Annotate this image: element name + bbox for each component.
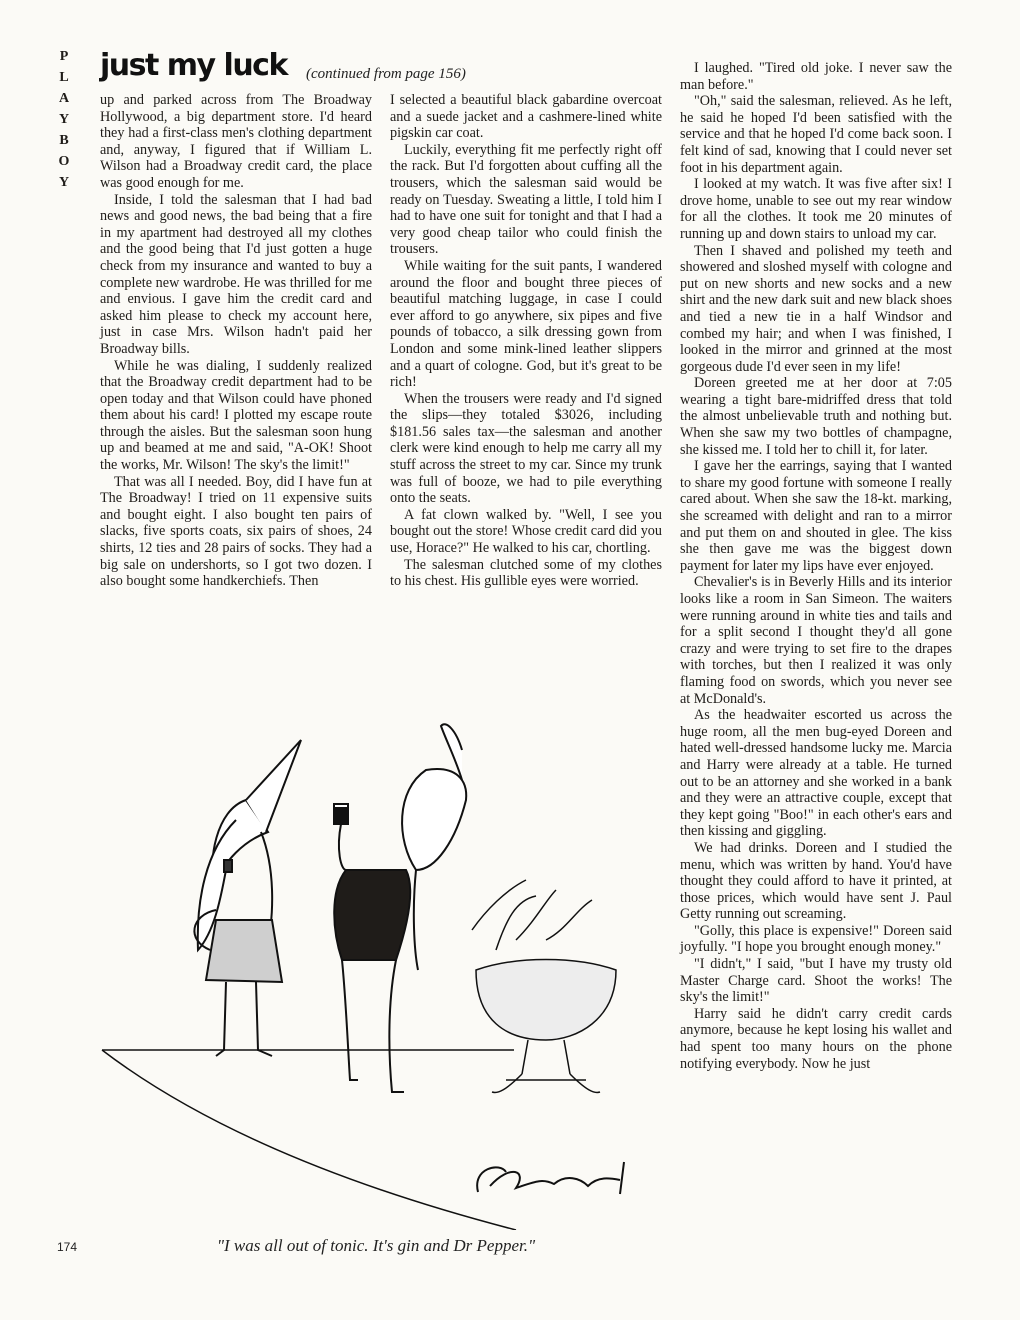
paragraph: While waiting for the suit pants, I wandered around the floor and bought three pieces of beautiful matching luggage, in case I could ever afford to go anywhere, six pipes and five pounds of tobacco, a silk dressing gown from London and some mink-lined leather slippers and a quart of cologne. God, but it's great to be rich!	[390, 257, 662, 391]
paragraph: I gave her the earrings, saying that I wanted to share my good fortune with someone I really cared about. When she saw the 18-kt. marking, she screamed with delight and ran to a mirror and put them on and shouted in glee. The kiss she then gave me was the biggest down payment for later my lips have ever enjoyed.	[680, 458, 952, 574]
text-column-1	[100, 92, 372, 590]
masthead-letter: A	[58, 91, 70, 106]
paragraph: I looked at my watch. It was five after six! I drove home, unable to see out my rear window for all the clothes. It took me 20 minutes of running up and down stairs to unload my car.	[680, 176, 952, 242]
artist-signature	[470, 1158, 640, 1208]
cartoon-illustration	[96, 720, 656, 1230]
paragraph: Luckily, everything fit me perfectly right off the rack. But I'd forgotten about cuffing all the trousers, which the salesman said would be ready on Tuesday. Sweating a little, I told him I had to have one suit for tonight and that I had a very good cheap tailor who could finish the trousers.	[390, 141, 662, 258]
page-number: 174	[57, 1240, 78, 1254]
floor-line	[102, 1050, 516, 1230]
masthead-letter: B	[59, 133, 69, 148]
paragraph: "Golly, this place is expensive!" Doreen said joyfully. "I hope you brought enough money."	[680, 922, 952, 956]
paragraph: As the headwaiter escorted us across the huge room, all the men bug-eyed Doreen and hated well-dressed handsome lucky me. Marcia and Harry were already at a table. He turned out to be an attorney and she worked in a bank and they were an attractive couple, except that they kept going "Boo!" in each other's ears and then kissing and giggling.	[680, 707, 952, 840]
continued-from-note: (continued from page 156)	[306, 66, 466, 82]
masthead-vertical	[52, 46, 76, 193]
text-column-2	[390, 92, 662, 590]
paragraph: Chevalier's is in Beverly Hills and its interior looks like a room in San Simeon. The waiters were running around in white ties and tails and for a split second I thought they'd all gone crazy and were trying to set fire to the drapes with torches, but then I realized it was only flaming food on swords, which you never see at McDonald's.	[680, 574, 952, 707]
masthead-letter: L	[59, 70, 69, 85]
paragraph: Harry said he didn't carry credit cards anymore, because he kept losing his wallet and had spent too many hours on the phone notifying everybody. Now he just	[680, 1005, 952, 1072]
paragraph: I selected a beautiful black gabardine overcoat and a suede jacket and a cashmere-lined white pigskin car coat.	[390, 92, 662, 142]
paragraph: up and parked across from The Broadway Hollywood, a big department store. I'd heard they had a first-class men's clothing department and, anyway, I figured that if William L. Wilson had a Broadway credit card, the place was good enough for me.	[100, 92, 372, 191]
paragraph: That was all I needed. Boy, did I have fun at The Broadway! I tried on 11 expensive suits and bought eight. I also bought ten pairs of slacks, five sports coats, six pairs of shoes, 24 shirts, 12 ties and 28 pairs of socks. They had a big sale on undershorts, so I got two dozen. I also bought some handkerchiefs. Then	[100, 473, 372, 590]
paragraph: "I didn't," I said, "but I have my trusty old Master Charge card. Shoot the works! The sky's the limit!"	[680, 956, 952, 1006]
man-figure	[334, 724, 466, 1092]
masthead-letter: P	[59, 49, 69, 64]
paragraph: The salesman clutched some of my clothes to his chest. His gullible eyes were worried.	[390, 556, 662, 590]
paragraph: We had drinks. Doreen and I studied the menu, which was written by hand. You'd have thought they could afford to have it printed, at those prices, which would have sent J. Paul Getty running out screaming.	[680, 839, 952, 923]
masthead-letter: Y	[58, 175, 70, 190]
woman-figure	[194, 740, 301, 1056]
paragraph: Then I shaved and polished my teeth and showered and sloshed myself with cologne and put on new shorts and new socks and a new shirt and the new dark suit and new black shoes and tied a new tie in a half Windsor and combed my hair; and when I was finished, I looked in the mirror and grinned at the most gorgeous dude I'd ever seen in my life!	[680, 242, 952, 375]
masthead-letter: Y	[58, 112, 70, 127]
paragraph: While he was dialing, I suddenly realized that the Broadway credit department had to be open today and that Wilson could have phoned them about his card! I plotted my escape route through the aisles. But the salesman soon hung up and beamed at me and said, "A-OK! Shoot the works, Mr. Wilson! The sky's the limit!"	[100, 357, 372, 474]
article-title: just my luck	[100, 48, 287, 83]
paragraph: A fat clown walked by. "Well, I see you bought out the store! Whose credit card did you use, Horace?" He walked to his car, chortling.	[390, 506, 662, 557]
text-column-3	[680, 60, 952, 1072]
paragraph: Doreen greeted me at her door at 7:05 wearing a tight bare-midriffed dress that told the almost unbelievable truth and nothing but. When she saw my two bottles of champagne, she kissed me. I told her to chill it, for later.	[680, 375, 952, 458]
paragraph: I laughed. "Tired old joke. I never saw the man before."	[680, 60, 952, 93]
paragraph: Inside, I told the salesman that I had bad news and good news, the bad being that a fire in my apartment had destroyed all my clothes and the good being that I'd just gotten a huge check from my insurance and wanted to buy a complete new wardrobe. He was thrilled for me and envious. I gave him the credit card and asked him please to check my account here, just in case Mrs. Wilson hadn't paid her Broadway bills.	[100, 191, 372, 357]
plant-bowl	[472, 880, 616, 1092]
paragraph: "Oh," said the salesman, relieved. As he left, he said he hoped I'd been satisfied with the service and that he hoped I'd come back soon. I felt kind of sad, knowing that I could never set foot in his department again.	[680, 93, 952, 176]
cartoon-caption: "I was all out of tonic. It's gin and Dr Pepper."	[216, 1236, 536, 1255]
paragraph: When the trousers were ready and I'd signed the slips—they totaled $3026, including $181.56 sales tax—the salesman and another clerk were kind enough to help me carry all my stuff across the street to my car. Since my trunk was full of booze, we had to pile everything onto the seats.	[390, 390, 662, 507]
masthead-letter: O	[58, 154, 70, 169]
